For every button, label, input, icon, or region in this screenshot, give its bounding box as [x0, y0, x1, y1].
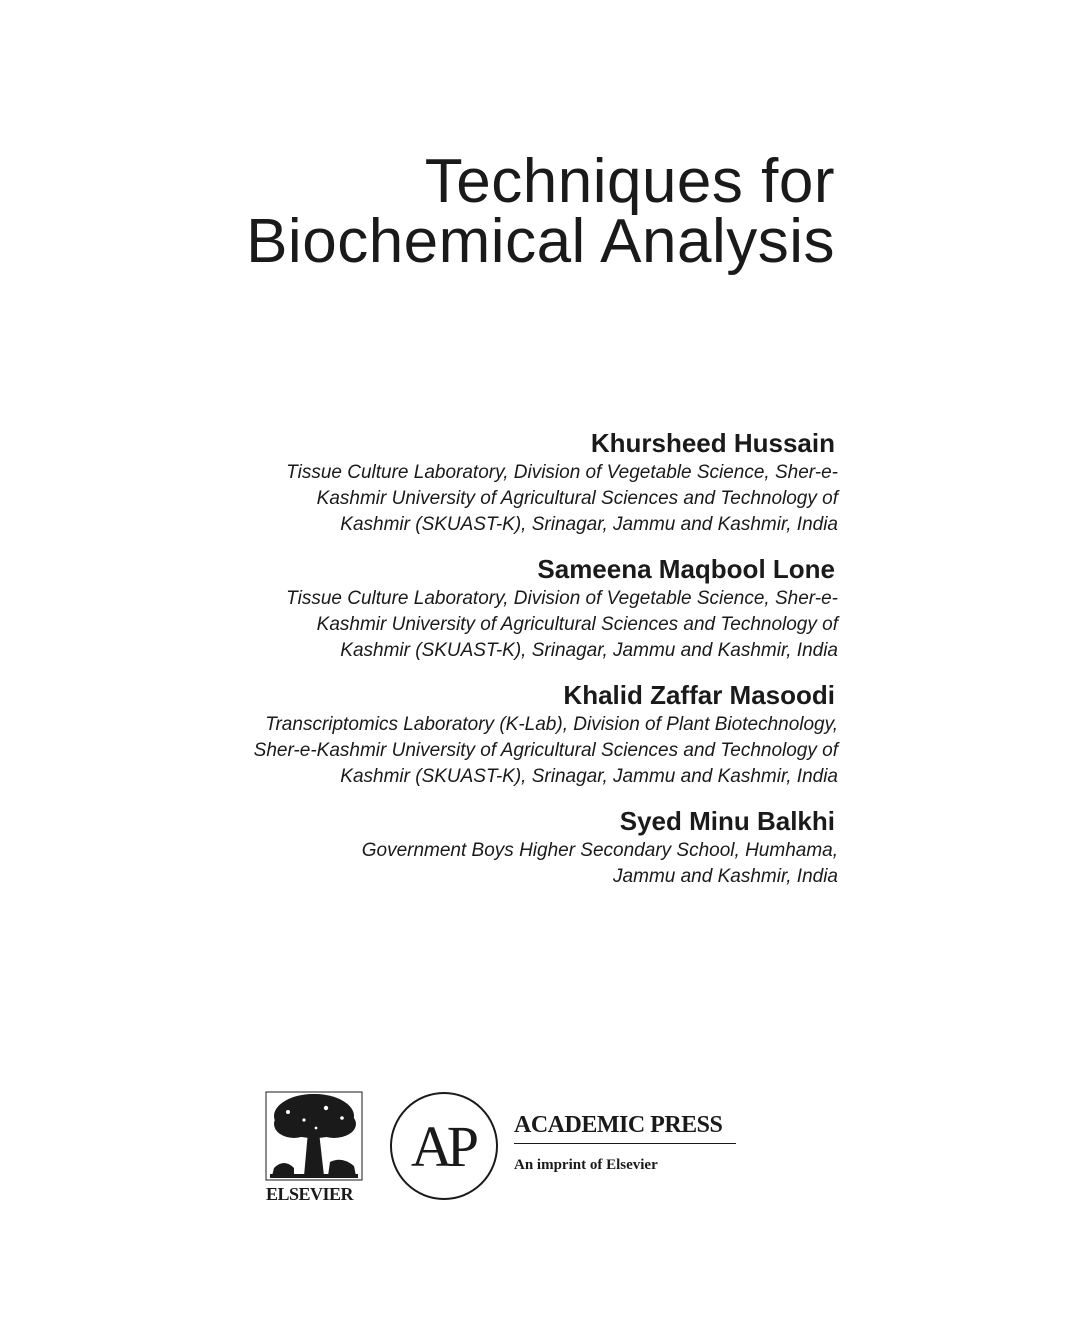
- affiliation-line: Jammu and Kashmir, India: [613, 866, 838, 887]
- author-name: Khursheed Hussain: [590, 428, 835, 458]
- affiliation-line: Government Boys Higher Secondary School, Humhama,: [361, 840, 838, 861]
- affiliation-line: Tissue Culture Laboratory, Division of Vegetable Science, Sher-e-: [286, 588, 838, 609]
- publisher-imprint: An imprint of Elsevier: [514, 1157, 658, 1173]
- affiliation-line: Kashmir (SKUAST-K), Srinagar, Jammu and Kashmir, India: [340, 640, 838, 661]
- affiliation-line: Transcriptomics Laboratory (K-Lab), Division of Plant Biotechnology,: [265, 714, 838, 735]
- author-entry: [138, 804, 838, 890]
- author-affiliation: [138, 838, 838, 890]
- author-name: Syed Minu Balkhi: [619, 806, 835, 836]
- affiliation-line: Kashmir University of Agricultural Sciences and Technology of: [316, 614, 838, 635]
- publisher-logos: [264, 1088, 744, 1218]
- author-affiliation: [138, 586, 838, 664]
- book-title: [135, 147, 835, 276]
- elsevier-logo: [264, 1088, 364, 1206]
- author-name: Khalid Zaffar Masoodi: [563, 680, 835, 710]
- book-title-line-2: Biochemical Analysis: [246, 207, 835, 276]
- affiliation-line: Sher-e-Kashmir University of Agricultural Sciences and Technology of: [253, 740, 838, 761]
- academic-press-ap-logo-icon: [388, 1090, 500, 1202]
- affiliation-line: Tissue Culture Laboratory, Division of Vegetable Science, Sher-e-: [286, 462, 838, 483]
- author-entry: [138, 678, 838, 790]
- affiliation-line: Kashmir (SKUAST-K), Srinagar, Jammu and Kashmir, India: [340, 766, 838, 787]
- publisher-name: ACADEMIC PRESS: [514, 1112, 736, 1144]
- elsevier-tree-logo-icon: [264, 1088, 364, 1184]
- book-title-line-1: Techniques for: [424, 147, 835, 216]
- author-list: [138, 426, 838, 904]
- author-affiliation: [138, 460, 838, 538]
- author-name: Sameena Maqbool Lone: [537, 554, 835, 584]
- author-entry: [138, 426, 838, 538]
- affiliation-line: Kashmir (SKUAST-K), Srinagar, Jammu and Kashmir, India: [340, 514, 838, 535]
- elsevier-wordmark: ELSEVIER: [266, 1184, 354, 1204]
- affiliation-line: Kashmir University of Agricultural Sciences and Technology of: [316, 488, 838, 509]
- author-entry: [138, 552, 838, 664]
- author-affiliation: [138, 712, 838, 790]
- academic-press-logo: [388, 1090, 500, 1202]
- ap-monogram: AP: [410, 1114, 474, 1179]
